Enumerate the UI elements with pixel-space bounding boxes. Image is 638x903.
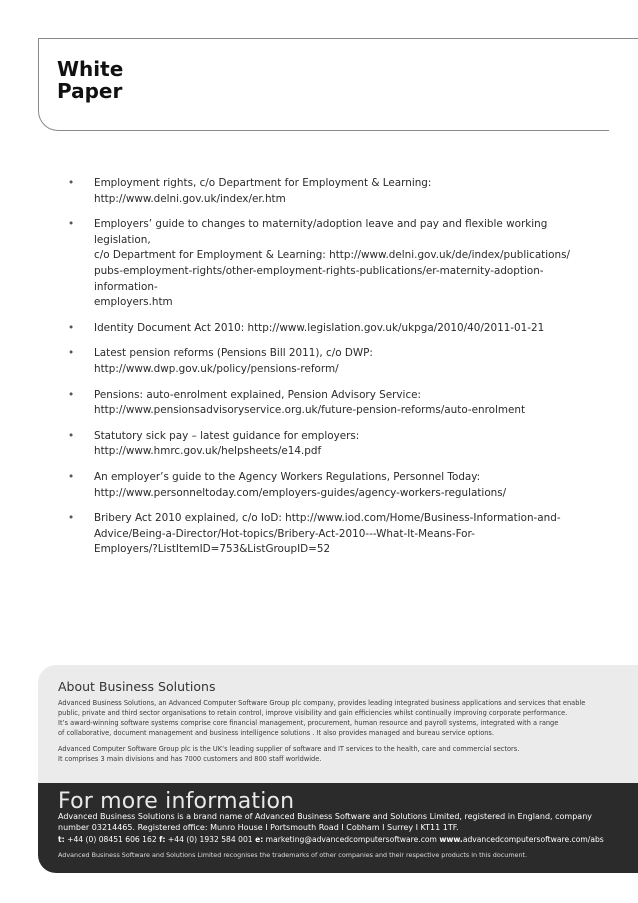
registration-text xyxy=(58,811,618,833)
about-text-line: It’s award-winning software systems comprise core financial management, procurement, human resource and payroll systems, integrated with a range xyxy=(58,719,559,727)
more-information-section xyxy=(38,783,638,873)
registration-line: Advanced Business Solutions is a brand name of Advanced Business Software and Solutions Limited, registered in England, company xyxy=(58,812,592,821)
bullet-icon: • xyxy=(68,218,75,231)
telephone-label: t: xyxy=(58,835,65,844)
email-link[interactable]: marketing@advancedcomputersoftware.com xyxy=(265,835,437,844)
about-text-line: Advanced Computer Software Group plc is the UK’s leading supplier of software and IT services to the health, care and commercial sectors. xyxy=(58,745,520,753)
email-label: e: xyxy=(255,835,264,844)
about-section xyxy=(38,665,638,783)
web-label: www. xyxy=(439,835,463,844)
bullet-icon: • xyxy=(68,177,75,189)
fax-label: f: xyxy=(159,835,166,844)
about-text-line: of collaborative, document management and business intelligence solutions . It also provides managed and bureau service options. xyxy=(58,729,494,737)
list-item xyxy=(64,470,584,501)
website-link[interactable]: advancedcomputersoftware.com/abs xyxy=(462,835,604,844)
reference-text[interactable]: Statutory sick pay – latest guidance for employers: http://www.hmrc.gov.uk/helpsheets/e14.pdf xyxy=(94,429,360,458)
bullet-icon: • xyxy=(68,347,75,360)
list-item xyxy=(64,321,584,337)
registration-line: number 03214465. Registered office: Munro House I Portsmouth Road I Cobham I Surrey I KT11 1TF. xyxy=(58,823,459,832)
reference-text[interactable]: Bribery Act 2010 explained, c/o IoD: http://www.iod.com/Home/Business-Information-and- Advice/Being-a-Director/Hot-topics/Bribery-Act-2010---What-It-Means-For- Employers/?ListItemID=753&ListGroupID=52 xyxy=(94,512,561,556)
list-item xyxy=(64,176,584,207)
title-line-2: Paper xyxy=(57,79,123,103)
reference-text[interactable]: Latest pension reforms (Pensions Bill 2011), c/o DWP: http://www.dwp.gov.uk/policy/pensions-reform/ xyxy=(94,347,373,375)
bullet-icon: • xyxy=(68,321,75,334)
about-title: About Business Solutions xyxy=(58,679,216,694)
bullet-icon: • xyxy=(68,470,75,483)
contact-line xyxy=(58,834,638,845)
bullet-icon: • xyxy=(68,429,75,442)
header-frame xyxy=(38,38,609,131)
list-item xyxy=(64,346,584,377)
about-text-line: Advanced Business Solutions, an Advanced Computer Software Group plc company, provides leading integrated business applications and services that enable xyxy=(58,699,586,707)
list-item xyxy=(64,511,584,558)
list-item xyxy=(64,217,584,311)
list-item xyxy=(64,429,584,460)
about-text-line: It comprises 3 main divisions and has 7000 customers and 800 staff worldwide. xyxy=(58,755,322,763)
about-text-line: public, private and third sector organisations to retain control, improve visibility and gain efficiencies whilst continually improving corporate performance. xyxy=(58,709,568,717)
title-line-1: White xyxy=(57,57,124,81)
reference-text[interactable]: Employers’ guide to changes to maternity/adoption leave and pay and flexible working legislation, c/o Department for Employment & Learning: http://www.delni.gov.uk/de/index/publications/ pubs-employment-rights/other-employment-rights-publications/er-maternity-adoption-information- employers.htm xyxy=(94,218,571,309)
reference-text[interactable]: Employment rights, c/o Department for Employment & Learning: http://www.delni.gov.uk/index/er.htm xyxy=(94,177,432,205)
reference-list xyxy=(64,176,584,568)
document-type-title xyxy=(57,58,123,102)
fax-number: +44 (0) 1932 584 001 xyxy=(167,835,253,844)
reference-text[interactable]: Identity Document Act 2010: http://www.legislation.gov.uk/ukpga/2010/40/2011-01-21 xyxy=(94,321,545,334)
reference-text[interactable]: An employer’s guide to the Agency Workers Regulations, Personnel Today: http://www.personneltoday.com/employers-guides/agency-workers-regulations/ xyxy=(94,470,507,499)
bullet-icon: • xyxy=(68,388,75,401)
trademark-notice: Advanced Business Software and Solutions Limited recognises the trademarks of other companies and their respective products in this document. xyxy=(58,851,528,859)
telephone-number[interactable]: +44 (0) 08451 606 162 xyxy=(67,835,157,844)
list-item xyxy=(64,388,584,419)
about-paragraph-2 xyxy=(58,744,618,764)
bullet-icon: • xyxy=(68,512,75,525)
about-paragraph-1 xyxy=(58,698,618,738)
more-info-title: For more information xyxy=(58,789,295,814)
reference-text[interactable]: Pensions: auto-enrolment explained, Pension Advisory Service: http://www.pensionsadvisoryservice.org.uk/future-pension-reforms/auto-enrolment xyxy=(94,388,526,417)
